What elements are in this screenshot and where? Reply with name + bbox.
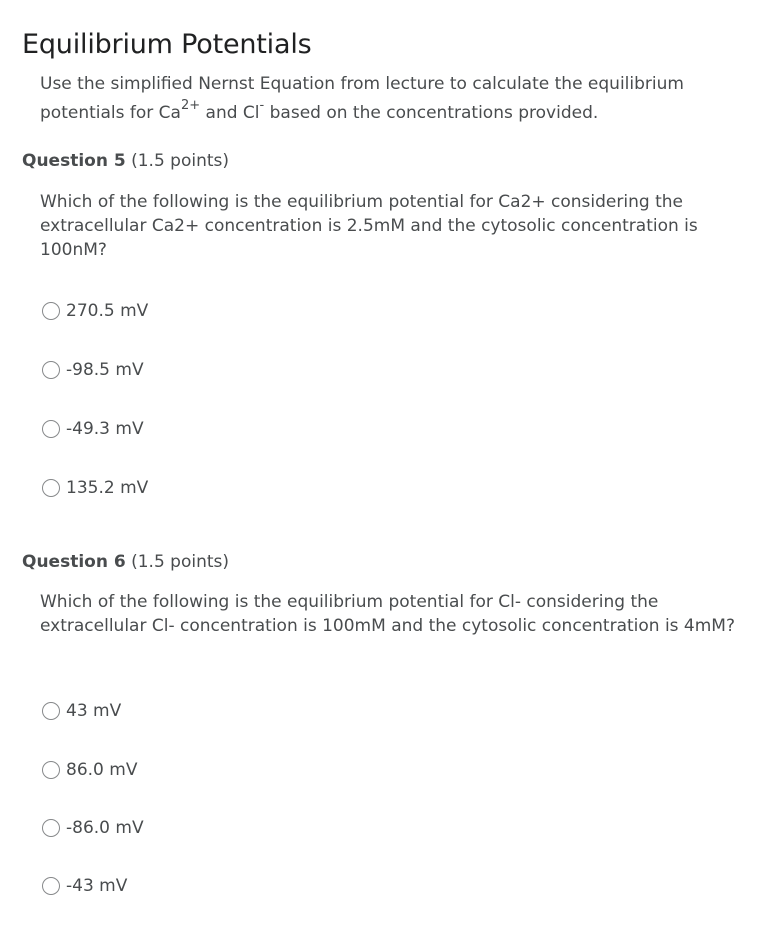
question-6-option-2[interactable] xyxy=(42,758,137,782)
radio-button-icon[interactable] xyxy=(42,302,60,320)
instructions-superscript-ca: 2+ xyxy=(180,98,201,114)
radio-button-icon[interactable] xyxy=(42,479,60,497)
option-label: -86.0 mV xyxy=(66,818,144,838)
question-5-option-4[interactable] xyxy=(42,476,148,500)
question-5-text: Which of the following is the equilibrium potential for Ca2+ considering the extracellular Ca2+ concentration is 2.5mM and the cytosolic concentration is 100nM? xyxy=(40,192,698,260)
question-5-number: Question 5 xyxy=(22,151,126,171)
instructions-text-2: and Cl xyxy=(200,103,260,123)
question-6-option-1[interactable] xyxy=(42,699,121,723)
question-6-option-3[interactable] xyxy=(42,816,144,840)
question-6-header xyxy=(22,552,229,572)
option-label: -98.5 mV xyxy=(66,360,144,380)
radio-button-icon[interactable] xyxy=(42,761,60,779)
option-label: -43 mV xyxy=(66,876,128,896)
instructions-superscript-cl: - xyxy=(259,98,265,114)
option-label: 270.5 mV xyxy=(66,301,149,321)
instructions xyxy=(40,70,740,128)
question-5-points: (1.5 points) xyxy=(131,151,230,171)
page-title: Equilibrium Potentials xyxy=(22,29,312,61)
radio-button-icon[interactable] xyxy=(42,420,60,438)
question-5-option-3[interactable] xyxy=(42,417,144,441)
radio-button-icon[interactable] xyxy=(42,361,60,379)
question-6-points: (1.5 points) xyxy=(131,552,230,572)
radio-button-icon[interactable] xyxy=(42,702,60,720)
question-6-text: Which of the following is the equilibrium potential for Cl- considering the extracellular Cl- concentration is 100mM and the cytosolic concentration is 4mM? xyxy=(40,592,735,636)
option-label: 135.2 mV xyxy=(66,478,149,498)
question-6-number: Question 6 xyxy=(22,552,126,572)
instructions-text-3: based on the concentrations provided. xyxy=(264,103,599,123)
option-label: 86.0 mV xyxy=(66,760,138,780)
option-label: 43 mV xyxy=(66,701,122,721)
question-5-header xyxy=(22,151,229,171)
option-label: -49.3 mV xyxy=(66,419,144,439)
radio-button-icon[interactable] xyxy=(42,819,60,837)
question-6-option-4[interactable] xyxy=(42,874,127,898)
radio-button-icon[interactable] xyxy=(42,877,60,895)
question-5-option-1[interactable] xyxy=(42,299,148,323)
question-5-option-2[interactable] xyxy=(42,358,144,382)
instructions-text-1: Use the simplified Nernst Equation from lecture to calculate the equilibrium potentials for Ca xyxy=(40,74,684,123)
